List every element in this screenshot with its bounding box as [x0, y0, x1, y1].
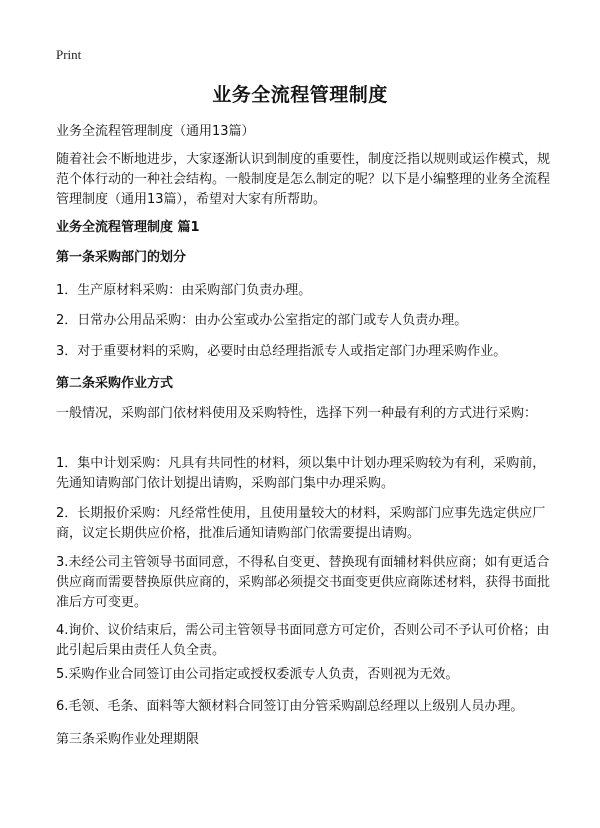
print-link[interactable]: Print: [56, 47, 82, 62]
article1-item-1: 1．生产原材料采购：由采购部门负责办理。: [56, 283, 312, 298]
article3-heading: 第三条采购作业处理期限: [56, 732, 200, 747]
article2-item-3: 3.未经公司主管领导书面同意，不得私自变更、替换现有面辅材料供应商；如有更适合供应商而需要替换原供应商的，采购部必须提交书面变更供应商陈述材料，获得书面批准后方可变更。: [56, 555, 551, 610]
article2-item-4: 4.询价、议价结束后，需公司主管领导书面同意方可定价，否则公司不予认可价格；由此引起后果由责任人负全责。: [56, 623, 550, 658]
article2-lead: 一般情况，采购部门依材料使用及采购特性，选择下列一种最有利的方式进行采购：: [56, 406, 538, 421]
document-subtitle: 业务全流程管理制度（通用13篇）: [56, 124, 255, 139]
article2-item-5: 5.采购作业合同签订由公司指定或授权委派专人负责，否则视为无效。: [56, 667, 459, 682]
article1-item-3: 3．对于重要材料的采购，必要时由总经理指派专人或指定部门办理采购作业。: [56, 344, 507, 359]
article2-item-1: 1．集中计划采购：凡具有共同性的材料，须以集中计划办理采购较为有利，采购前，先通知请购部门依计划提出请购，采购部门集中办理采购。: [56, 456, 546, 491]
intro-paragraph: 随着社会不断地进步，大家逐渐认识到制度的重要性，制度泛指以规则或运作模式，规范个体行动的一种社会结构。一般制度是怎么制定的呢？以下是小编整理的业务全流程管理制度（通用13篇），希望对大家有所帮助。: [56, 152, 551, 207]
article2-heading: 第二条采购作业方式: [56, 376, 174, 391]
document-title: 业务全流程管理制度: [212, 84, 388, 106]
article1-heading: 第一条采购部门的划分: [56, 250, 187, 265]
part-heading: 业务全流程管理制度 篇1: [56, 220, 200, 235]
article2-item-2: 2．长期报价采购：凡经常性使用，且使用量较大的材料，采购部门应事先选定供应厂商，议定长期供应价格，批准后通知请购部门依需要提出请购。: [56, 506, 546, 541]
article1-item-2: 2．日常办公用品采购：由办公室或办公室指定的部门或专人负责办理。: [56, 313, 468, 328]
article2-item-6: 6.毛领、毛条、面料等大额材料合同签订由分管采购副总经理以上级别人员办理。: [56, 699, 524, 714]
